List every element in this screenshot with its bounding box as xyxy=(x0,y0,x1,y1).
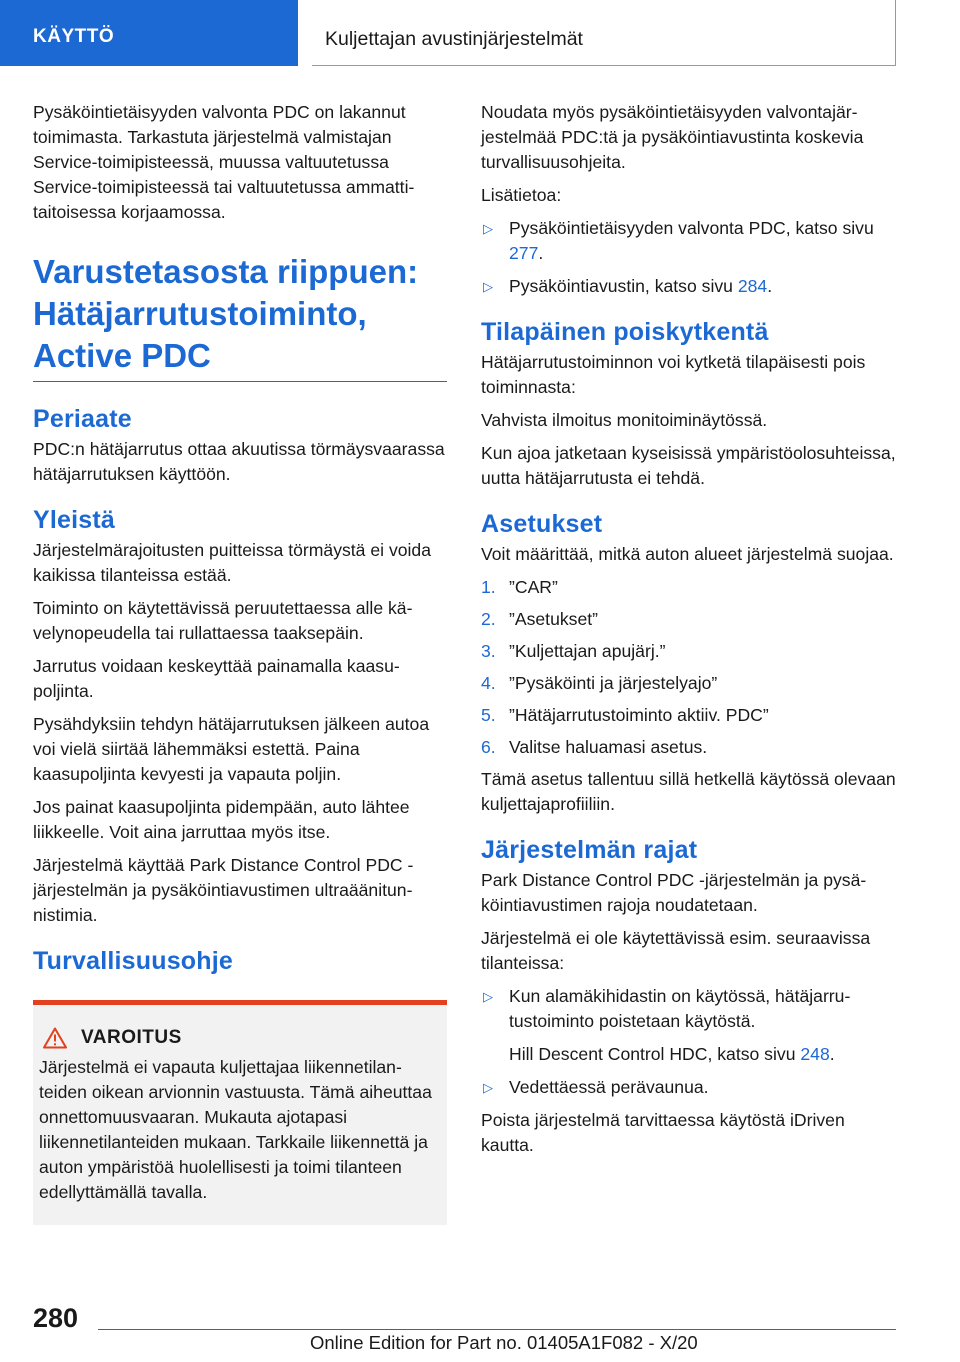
step-item xyxy=(481,607,897,632)
triangle-right-icon: ▷ xyxy=(483,279,493,294)
intro-paragraph: Pysäköintietäisyyden valvonta PDC on lakannut toimimasta. Tarkastuta järjestelmä valmistajan Service-toimipisteessä, muussa valtuutetussa Service-toimipisteessä tai valtuutetussa ammattitaitoisessa korjaamossa. xyxy=(33,102,415,222)
rajat-item-text: Kun alamäkihidastin on käytössä, hätäjarrutustoiminto poistetaan käytöstä. xyxy=(509,986,851,1031)
chapter-label: Kuljettajan avustinjärjestelmät xyxy=(325,28,583,50)
ref-end: . xyxy=(829,1044,835,1064)
tilapainen-paragraph: Vahvista ilmoitus monitoiminäytössä. xyxy=(481,410,768,430)
warning-header xyxy=(39,1027,439,1049)
ref-end: . xyxy=(767,276,773,296)
step-number: 5. xyxy=(481,705,496,725)
yleista-paragraph: Toiminto on käytettävissä peruutettaessa alle kävelynopeudella tai rullattaessa taaksepäin. xyxy=(33,598,413,643)
step-text: ”Asetukset” xyxy=(509,609,598,629)
step-text: ”CAR” xyxy=(509,577,558,597)
step-item xyxy=(481,575,897,600)
right-column xyxy=(481,100,897,1166)
warning-triangle-icon xyxy=(43,1027,67,1049)
step-item xyxy=(481,639,897,664)
step-text: Valitse haluamasi asetus. xyxy=(509,737,708,757)
step-number: 6. xyxy=(481,737,496,757)
section-tab xyxy=(0,0,298,66)
rajat-item-ref xyxy=(509,1042,897,1067)
right-intro-paragraph: Noudata myös pysäköintietäisyyden valvontajärjestelmää PDC:tä ja pysäköintiavustinta koskevia turvallisuusohjeita. xyxy=(481,102,864,172)
ref-text: Pysäköintiavustin, katso sivu xyxy=(509,276,738,296)
tilapainen-paragraph: Hätäjarrutustoiminnon voi kytketä tilapäisesti pois toiminnasta: xyxy=(481,352,866,397)
step-number: 1. xyxy=(481,577,496,597)
step-item xyxy=(481,735,897,760)
warning-text: Järjestelmä ei vapauta kuljettajaa liikennetilanteiden oikean arvionnin vastuusta. Tämä aiheuttaa onnettomuusvaaran. Mukauta ajotapasi liikennetilanteiden mukaan. Tarkkaile liikennettä ja auton ympäristöä huolellisesti ja toimi tilanteen edellyttämällä tavalla. xyxy=(39,1057,432,1202)
yleista-paragraph: Järjestelmärajoitusten puitteissa törmäystä ei voida kaikissa tilanteissa estää. xyxy=(33,540,431,585)
rajat-item-text: Vedettäessä perävaunua. xyxy=(509,1077,709,1097)
page-number: 280 xyxy=(33,1303,79,1333)
rajat-paragraph: Park Distance Control PDC -järjestelmän ja pysäköintiavustimen rajoja noudatetaan. xyxy=(481,870,867,915)
heading-periaate: Periaate xyxy=(33,405,132,433)
ref-text: Pysäköintietäisyyden valvonta PDC, katso sivu xyxy=(509,218,874,238)
periaate-text: PDC:n hätäjarrutus ottaa akuutissa törmäysvaarassa hätäjarrutuksen käyttöön. xyxy=(33,439,445,484)
chapter-tab xyxy=(312,0,896,66)
triangle-right-icon: ▷ xyxy=(483,1080,493,1095)
list-item xyxy=(481,1075,897,1100)
yleista-paragraph: Pysähdyksiin tehdyn hätäjarrutuksen jälkeen autoa voi vielä siirtää lähemmäksi estettä. Paina kaasupoljinta kevyesti ja vapauta poljin. xyxy=(33,714,430,784)
step-item xyxy=(481,671,897,696)
left-column xyxy=(33,100,447,1225)
step-number: 2. xyxy=(481,609,496,629)
heading-asetukset: Asetukset xyxy=(481,510,603,538)
page-link-284[interactable]: 284 xyxy=(737,276,768,296)
list-item xyxy=(481,216,897,266)
step-text: ”Pysäköinti ja järjestelyajo” xyxy=(509,673,718,693)
yleista-paragraph: Jos painat kaasupoljinta pidempään, auto lähtee liikkeelle. Voit aina jarruttaa myös itse. xyxy=(33,797,410,842)
page-link-277[interactable]: 277 xyxy=(509,243,539,263)
heading-tilapainen-poiskytkenta: Tilapäinen poiskytkentä xyxy=(481,318,769,346)
lisatietoa-label: Lisätietoa: xyxy=(481,185,562,205)
asetukset-note: Tämä asetus tallentuu sillä hetkellä käytössä olevaan kuljettajaprofiiliin. xyxy=(481,769,896,814)
page-link-248[interactable]: 248 xyxy=(800,1044,830,1064)
heading-yleista: Yleistä xyxy=(33,506,116,534)
heading-jarjestelman-rajat: Järjestelmän rajat xyxy=(481,836,698,864)
warning-box xyxy=(33,1000,447,1225)
yleista-paragraph: Jarrutus voidaan keskeyttää painamalla kaasupoljinta. xyxy=(33,656,400,701)
page-header xyxy=(0,0,960,66)
warning-title: VAROITUS xyxy=(81,1027,182,1048)
ref-text: Hill Descent Control HDC, katso sivu xyxy=(509,1044,801,1064)
step-number: 4. xyxy=(481,673,496,693)
step-text: ”Kuljettajan apujärj.” xyxy=(509,641,666,661)
main-heading: Varustetasosta riippuen: Hätäjarrutustoiminto, Active PDC xyxy=(33,251,447,382)
step-text: ”Hätäjarrutustoiminto aktiiv. PDC” xyxy=(509,705,769,725)
list-item xyxy=(481,274,897,299)
triangle-right-icon: ▷ xyxy=(483,989,493,1004)
triangle-right-icon: ▷ xyxy=(483,221,493,236)
step-number: 3. xyxy=(481,641,496,661)
rajat-outro: Poista järjestelmä tarvittaessa käytöstä iDriven kautta. xyxy=(481,1110,845,1155)
step-item xyxy=(481,703,897,728)
ref-end: . xyxy=(538,243,544,263)
footer-rule xyxy=(98,1329,896,1330)
section-label: KÄYTTÖ xyxy=(33,26,115,47)
rajat-paragraph: Järjestelmä ei ole käytettävissä esim. seuraavissa tilanteissa: xyxy=(481,928,871,973)
tilapainen-paragraph: Kun ajoa jatketaan kyseisissä ympäristöolosuhteissa, uutta hätäjarrutusta ei tehdä. xyxy=(481,443,896,488)
asetukset-intro: Voit määrittää, mitkä auton alueet järjestelmä suojaa. xyxy=(481,544,894,564)
list-item xyxy=(481,984,897,1067)
footer-edition: Online Edition for Part no. 01405A1F082 - X/20 xyxy=(310,1332,698,1353)
yleista-paragraph: Järjestelmä käyttää Park Distance Control PDC -järjestelmän ja pysäköintiavustimen ultraäänitunnistimia. xyxy=(33,855,414,925)
heading-turvallisuusohje: Turvallisuusohje xyxy=(33,947,234,975)
